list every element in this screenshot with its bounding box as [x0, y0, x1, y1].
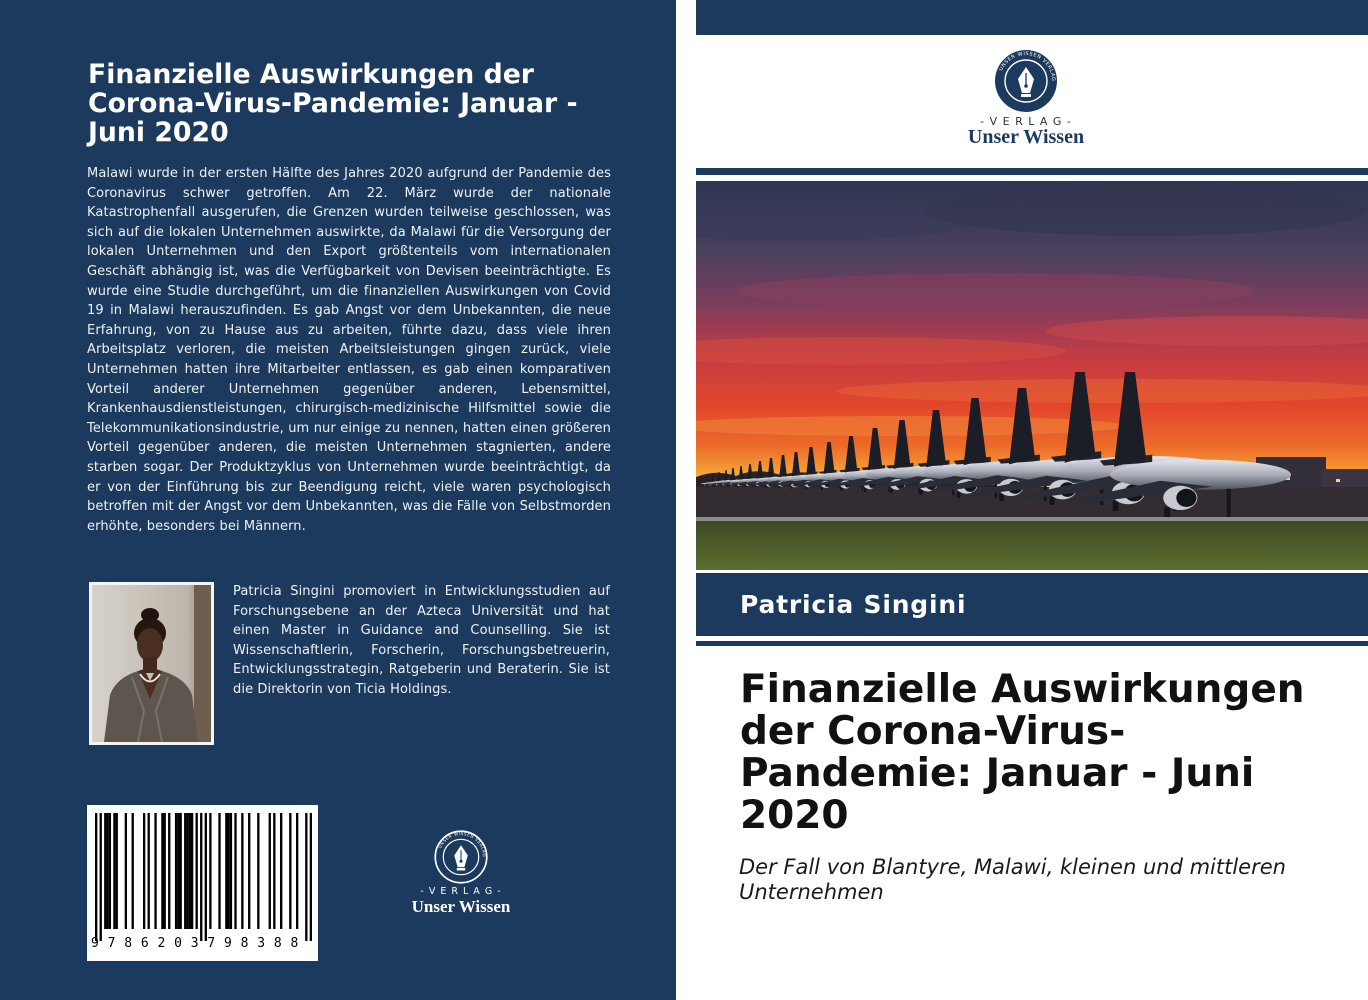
- barcode-bar: [100, 813, 102, 941]
- barcode: [87, 805, 318, 961]
- back-publisher-name: Unser Wissen: [411, 897, 511, 916]
- barcode-bar: [132, 813, 134, 929]
- barcode-bar: [116, 813, 118, 929]
- front-publisher-label: - V E R L A G -: [980, 115, 1072, 128]
- barcode-bar: [161, 813, 163, 929]
- barcode-bar: [177, 813, 179, 929]
- front-top-band: [696, 0, 1368, 35]
- barcode-bar: [186, 813, 188, 929]
- barcode-bar: [269, 813, 271, 929]
- back-cover: [0, 0, 676, 1000]
- front-title: Finanzielle Auswirkungen der Corona-Virus-Pandemie: Januar - Juni 2020: [740, 667, 1305, 838]
- front-subtitle: Der Fall von Blantyre, Malawi, kleinen und mittleren Unternehmen: [739, 855, 1286, 904]
- barcode-bar: [154, 813, 156, 929]
- barcode-bar: [234, 813, 236, 929]
- barcode-bar: [113, 813, 115, 929]
- back-seal-text: UNSER WISSEN VERLAG: [437, 831, 488, 858]
- front-publisher-logo: [994, 49, 1058, 113]
- barcode-bars: [95, 813, 312, 943]
- barcode-bar: [175, 813, 177, 929]
- barcode-bar: [241, 813, 243, 929]
- front-seal-text: UNSER WISSEN VERLAG: [998, 50, 1057, 82]
- barcode-bar: [218, 813, 220, 929]
- front-divider-upper: [696, 168, 1368, 175]
- barcode-bar: [180, 813, 182, 929]
- author-band: [696, 573, 1368, 636]
- barcode-bar: [230, 813, 232, 929]
- barcode-bar: [191, 813, 193, 929]
- barcode-bar: [189, 813, 191, 929]
- barcode-bar: [225, 813, 227, 929]
- barcode-bar: [143, 813, 145, 929]
- barcode-bar: [296, 813, 298, 929]
- front-divider-lower: [696, 641, 1368, 646]
- barcode-digits: 9786203798388: [91, 936, 308, 951]
- cover-photo: [696, 181, 1368, 570]
- barcode-bar: [273, 813, 275, 929]
- barcode-bar: [289, 813, 291, 929]
- front-author-name: Patricia Singini: [740, 590, 967, 619]
- barcode-bar: [280, 813, 282, 929]
- barcode-bar: [227, 813, 229, 929]
- author-bio: Patricia Singini promoviert in Entwicklungsstudien auf Forschungsebene an der Azteca Universität und hat einen Master in Guidance and Counselling. Sie ist Wissenschaftlerin, Forscherin, Forschungsbetreuerin, Entwicklungsstrategin, Ratgeberin und Beraterin. Sie ist die Direktorin von Ticia Holdings.: [233, 584, 610, 697]
- back-publisher-logo: [434, 830, 488, 884]
- airplanes-sunset-icon: [696, 181, 1368, 570]
- barcode-bar: [248, 813, 250, 929]
- barcode-bar: [109, 813, 111, 929]
- barcode-bar: [196, 813, 198, 929]
- barcode-bar: [310, 813, 312, 941]
- author-photo: [89, 582, 214, 745]
- pen-nib-seal-icon: [434, 830, 488, 884]
- barcode-bar: [125, 813, 127, 929]
- barcode-bar: [148, 813, 150, 929]
- author-portrait-icon: [92, 585, 211, 742]
- back-description: Malawi wurde in der ersten Hälfte des Jahres 2020 aufgrund der Pandemie des Coronavirus schwer getroffen. Am 22. März wurde der nationale Katastrophenfall ausgerufen, die Grenzen wurden teilweise geschlossen, was sich auf die lokalen Unternehmen auswirkte, da Malawi für die Versorgung der lokalen Unternehmen und den Export größtenteils vom internationalen Geschäft abhängig ist, was die Verfügbarkeit von Devisen beeinträchtigte. Es wurde eine Studie durchgeführt, um die finanziellen Auswirkungen von Covid 19 in Malawi herauszufinden. Es gab Angst vor dem Unbekannten, die neue Erfahrung, von zu Hause aus zu arbeiten, führte dazu, dass viele ihren Arbeitsplatz verloren, die meisten Arbeitsleistungen gingen zurück, viele Unternehmen hatten ihre Mitarbeiter entlassen, es gab einen komparativen Vorteil anderer Unternehmen gegenüber anderen, Lebensmittel, Krankenhausdienstleistungen, chirurgisch-medizinische Hilfsmittel sowie die Telekommunikationsindustrie, um nur einige zu nennen, hatten einen größeren Vorteil gegenüber anderen, die meisten Unternehmen stagnierten, andere starben sogar. Der Produktzyklus von Unternehmen wurde beeinträchtigt, da er von der Einführung bis zur Beendigung reicht, viele waren psychologisch betroffen mit der Angst vor dem Unbekannten, was die Fälle von Selbstmorden erhöhte, besonders bei Männern.: [87, 166, 611, 534]
- back-title: Finanzielle Auswirkungen der Corona-Virus-Pandemie: Januar - Juni 2020: [88, 59, 578, 148]
- barcode-bar: [168, 813, 170, 929]
- barcode-bar: [104, 813, 106, 929]
- barcode-bar: [200, 813, 202, 941]
- pen-nib-seal-icon: [994, 49, 1058, 113]
- barcode-bar: [305, 813, 307, 941]
- barcode-bar: [95, 813, 97, 941]
- barcode-bar: [209, 813, 211, 929]
- barcode-bar: [257, 813, 259, 929]
- barcode-bar: [106, 813, 108, 929]
- front-publisher-name: Unser Wissen: [967, 126, 1085, 148]
- barcode-bar: [205, 813, 207, 941]
- barcode-bar: [184, 813, 186, 929]
- barcode-bar: [164, 813, 166, 929]
- back-publisher-label: - V E R L A G -: [420, 886, 502, 897]
